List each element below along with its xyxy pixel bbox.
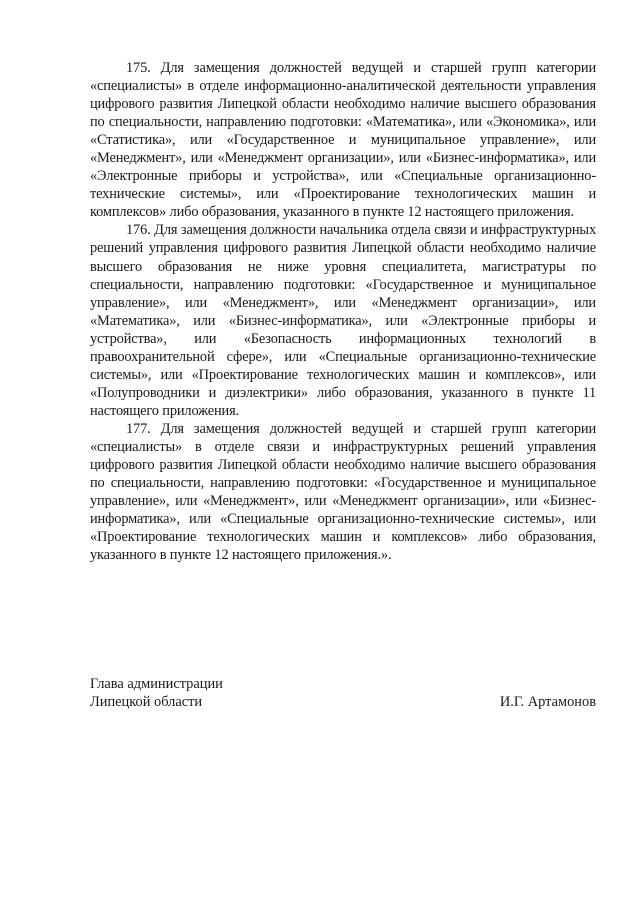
signatory-position-line2: Липецкой области [90,694,203,710]
document-body [90,59,596,564]
signatory-name: И.Г. Артамонов [499,694,596,710]
signatory-position-line1: Глава администрации [90,676,223,692]
signature-block [90,675,596,711]
paragraph-177: 177. Для замещения должностей ведущей и старшей групп категории «специалисты» в отделе связи и инфраструктурных решений управления цифрового развития Липецкой области необходимо наличие высшего образования по специальности, направлению подготовки: «Государственное и муниципальное управление», или «Менеджмент», или «Менеджмент организации», или «Бизнес-информатика», или «Специальные организационно-технические системы», или «Проектирование технологических машин и комплексов» либо образования, указанного в пункте 12 настоящего приложения.». [90,420,596,564]
paragraph-176: 176. Для замещения должности начальника отдела связи и инфраструктурных решений управления цифрового развития Липецкой области необходимо наличие высшего образования не ниже уровня специалитета, магистратуры по специальности, направлению подготовки: «Государственное и муниципальное управление», или «Менеджмент», или «Менеджмент организации», или «Математика», или «Бизнес-информатика», или «Электронные приборы и устройства», или «Безопасность информационных технологий в правоохранительной сфере», или «Специальные организационно-технические системы», или «Проектирование технологических машин и комплексов», или «Полупроводники и диэлектрики» либо образования, указанного в пункте 11 настоящего приложения. [90,222,596,419]
paragraph-175: 175. Для замещения должностей ведущей и старшей групп категории «специалисты» в отделе информационно-аналитической деятельности управления цифрового развития Липецкой области необходимо наличие высшего образования по специальности, направлению подготовки: «Математика», или «Экономика», или «Статистика», или «Государственное и муниципальное управление», или «Менеджмент», или «Менеджмент организации», или «Бизнес-информатика», или «Электронные приборы и устройства», или «Специальные организационно-технические системы», или «Проектирование технологических машин и комплексов» либо образования, указанного в пункте 12 настоящего приложения. [90,60,596,221]
signature-row [90,693,596,711]
